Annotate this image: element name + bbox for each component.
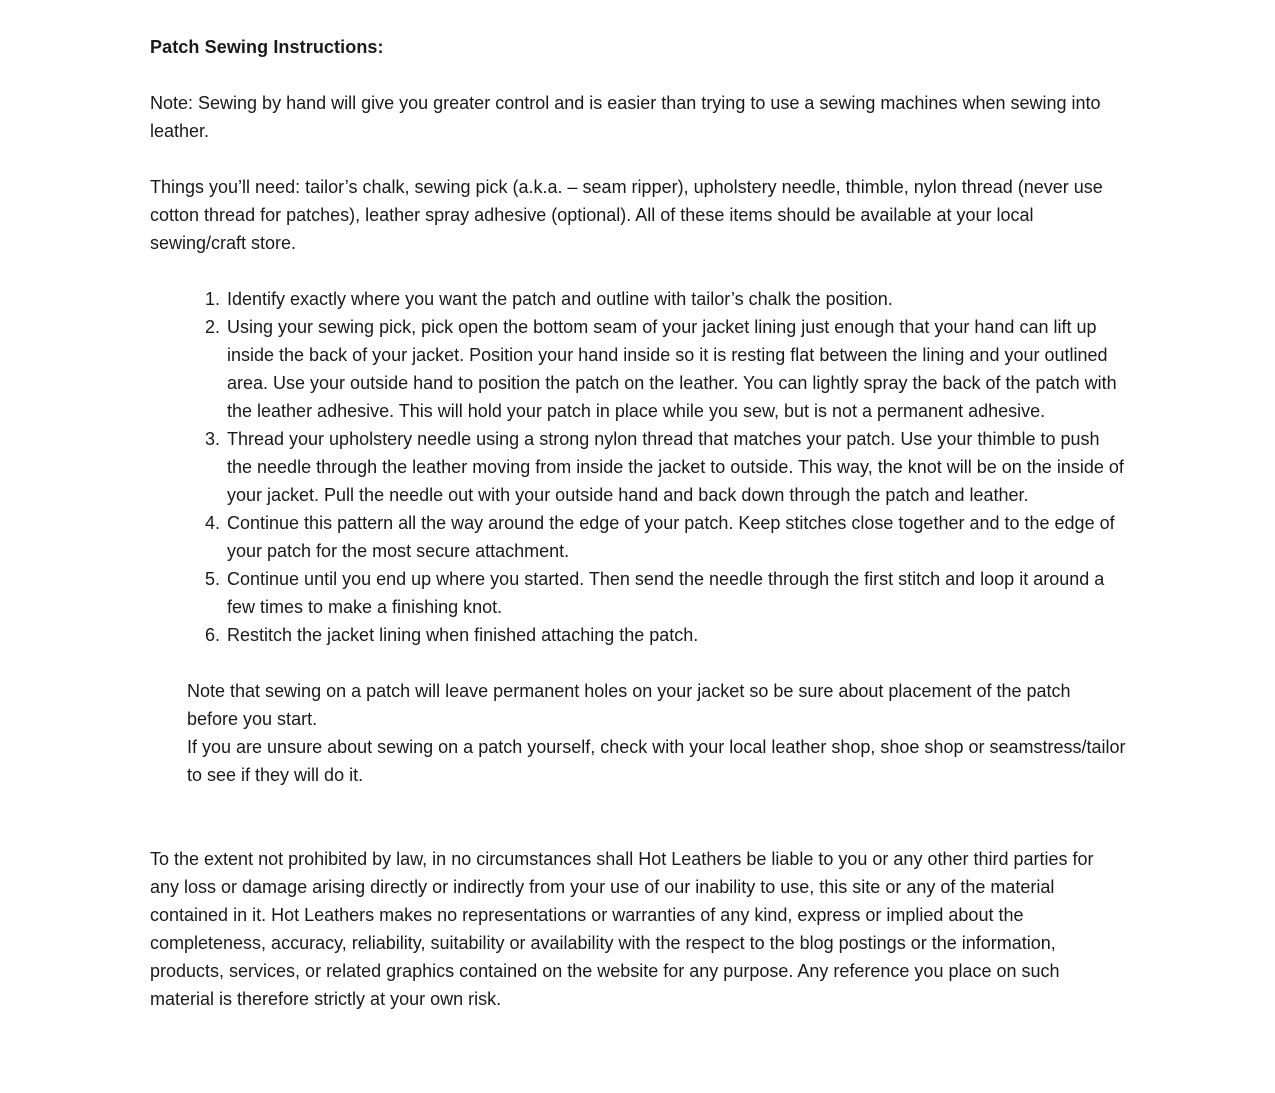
supplies-paragraph: Things you’ll need: tailor’s chalk, sewing pick (a.k.a. – seam ripper), upholstery needle, thimble, nylon thread (never use cotton thread for patches), leather spray adhesive (optional). All of these items should be available at your local sewing/craft store.: [150, 177, 1103, 253]
step-item-2: 2. Using your sewing pick, pick open the bottom seam of your jacket lining just enough that your hand can lift up inside the back of your jacket. Position your hand inside so it is resting flat between the lining and your outlined area. Use your outside hand to position the patch on the leather. You can lightly spray the back of the patch with the leather adhesive. This will hold your patch in place while you sew, but is not a permanent adhesive.: [225, 313, 1126, 425]
step-item-5: 5. Continue until you end up where you started. Then send the needle through the first stitch and loop it around a few times to make a finishing knot.: [225, 565, 1126, 621]
step-item-1: 1. Identify exactly where you want the patch and outline with tailor’s chalk the position.: [225, 285, 1126, 313]
step-item-6: 6. Restitch the jacket lining when finished attaching the patch.: [225, 621, 1126, 649]
document-content: [150, 33, 1126, 1013]
document-title: Patch Sewing Instructions:: [150, 37, 384, 57]
intro-note-paragraph: Note: Sewing by hand will give you greater control and is easier than trying to use a sewing machines when sewing into leather.: [150, 93, 1101, 141]
step-item-3: 3. Thread your upholstery needle using a strong nylon thread that matches your patch. Use your thimble to push the needle through the leather moving from inside the jacket to outside. This way, the knot will be on the inside of your jacket. Pull the needle out with your outside hand and back down through the patch and leather.: [225, 425, 1126, 509]
steps-list: [150, 285, 1126, 649]
placement-note-paragraph: Note that sewing on a patch will leave permanent holes on your jacket so be sure about placement of the patch before you start.: [187, 681, 1071, 729]
step-item-4: 4. Continue this pattern all the way around the edge of your patch. Keep stitches close together and to the edge of your patch for the most secure attachment.: [225, 509, 1126, 565]
disclaimer-paragraph: To the extent not prohibited by law, in no circumstances shall Hot Leathers be liable to you or any other third parties for any loss or damage arising directly or indirectly from your use of our inability to use, this site or any of the material contained in it. Hot Leathers makes no representations or warranties of any kind, express or implied about the completeness, accuracy, reliability, suitability or availability with the respect to the blog postings or the information, products, services, or related graphics contained on the website for any purpose. Any reference you place on such material is therefore strictly at your own risk.: [150, 849, 1094, 1009]
alternative-note-paragraph: If you are unsure about sewing on a patch yourself, check with your local leather shop, shoe shop or seamstress/tailor to see if they will do it.: [187, 737, 1126, 785]
note-block: [187, 677, 1126, 789]
